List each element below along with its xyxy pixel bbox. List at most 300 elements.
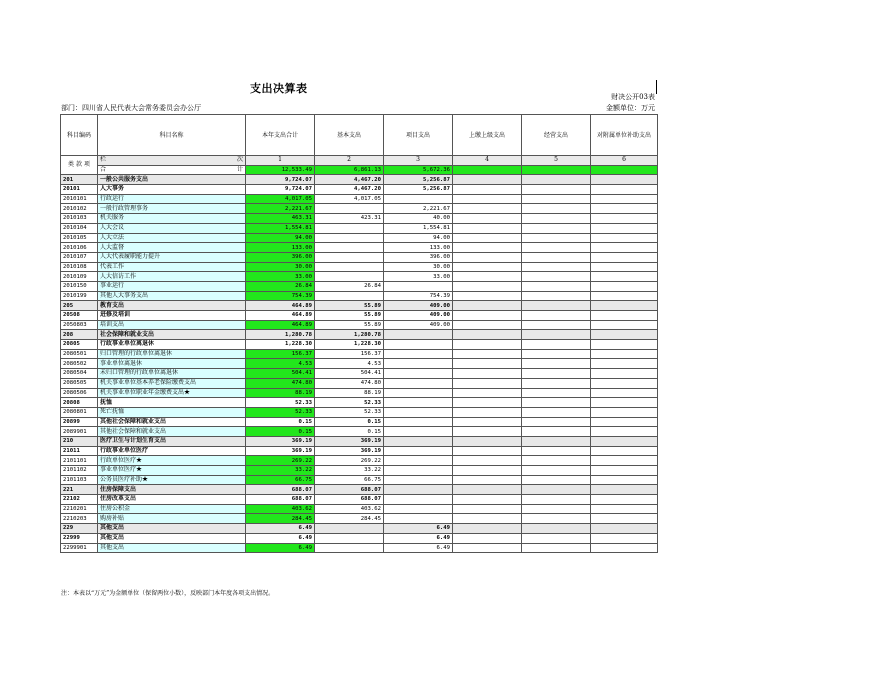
row-code: 205 bbox=[61, 301, 98, 311]
row-basic: 4,467.20 bbox=[315, 175, 384, 185]
row-total: 2,221.67 bbox=[246, 204, 315, 214]
row-total: 269.22 bbox=[246, 456, 315, 466]
row-basic: 369.19 bbox=[315, 446, 384, 456]
row-upper bbox=[453, 301, 522, 311]
table-row bbox=[61, 204, 658, 214]
row-total: 369.19 bbox=[246, 436, 315, 446]
row-name: 行政事业单位离退休 bbox=[98, 340, 246, 350]
row-subsidy bbox=[591, 436, 658, 446]
row-name: 死亡抚恤 bbox=[98, 407, 246, 417]
grand-total-row bbox=[61, 165, 658, 175]
row-basic: 55.89 bbox=[315, 301, 384, 311]
row-basic bbox=[315, 524, 384, 534]
row-subsidy bbox=[591, 320, 658, 330]
row-subsidy bbox=[591, 243, 658, 253]
row-project bbox=[384, 475, 453, 485]
row-project bbox=[384, 427, 453, 437]
table-row bbox=[61, 427, 658, 437]
table-row bbox=[61, 214, 658, 224]
row-project: 409.00 bbox=[384, 311, 453, 321]
row-basic: 403.62 bbox=[315, 504, 384, 514]
row-name: 抚恤 bbox=[98, 398, 246, 408]
sheet-divider bbox=[656, 80, 657, 94]
row-project bbox=[384, 436, 453, 446]
row-code: 20808 bbox=[61, 398, 98, 408]
row-name: 机关服务 bbox=[98, 214, 246, 224]
row-total: 1,554.81 bbox=[246, 223, 315, 233]
row-basic bbox=[315, 223, 384, 233]
row-upper bbox=[453, 194, 522, 204]
row-business bbox=[522, 281, 591, 291]
lan-ci-cell: 栏 次 bbox=[98, 156, 246, 166]
row-subsidy bbox=[591, 475, 658, 485]
row-project bbox=[384, 194, 453, 204]
row-subsidy bbox=[591, 514, 658, 524]
header-project: 项目支出 bbox=[384, 115, 453, 156]
row-upper bbox=[453, 485, 522, 495]
row-project: 1,554.81 bbox=[384, 223, 453, 233]
row-subsidy bbox=[591, 359, 658, 369]
table-row bbox=[61, 485, 658, 495]
table-row bbox=[61, 243, 658, 253]
row-name: 教育支出 bbox=[98, 301, 246, 311]
row-business bbox=[522, 378, 591, 388]
table-row bbox=[61, 543, 658, 553]
row-subsidy bbox=[591, 446, 658, 456]
row-name: 住房保障支出 bbox=[98, 485, 246, 495]
row-total: 1,280.78 bbox=[246, 330, 315, 340]
row-name: 代表工作 bbox=[98, 262, 246, 272]
table-row bbox=[61, 281, 658, 291]
row-business bbox=[522, 311, 591, 321]
row-name: 其他支出 bbox=[98, 524, 246, 534]
header-total: 本年支出合计 bbox=[246, 115, 315, 156]
row-total: 754.39 bbox=[246, 291, 315, 301]
row-business bbox=[522, 243, 591, 253]
row-code: 2010107 bbox=[61, 252, 98, 262]
table-row bbox=[61, 262, 658, 272]
header-code: 科目编码 bbox=[61, 115, 98, 156]
row-project: 754.39 bbox=[384, 291, 453, 301]
row-subsidy bbox=[591, 485, 658, 495]
row-business bbox=[522, 514, 591, 524]
row-project: 40.00 bbox=[384, 214, 453, 224]
row-code: 2010104 bbox=[61, 223, 98, 233]
table-row bbox=[61, 495, 658, 505]
row-subsidy bbox=[591, 175, 658, 185]
row-upper bbox=[453, 446, 522, 456]
row-basic bbox=[315, 291, 384, 301]
row-name: 事业单位医疗★ bbox=[98, 466, 246, 476]
row-business bbox=[522, 223, 591, 233]
row-total: 9,724.07 bbox=[246, 175, 315, 185]
row-upper bbox=[453, 330, 522, 340]
row-business bbox=[522, 185, 591, 195]
row-code: 2010102 bbox=[61, 204, 98, 214]
row-total: 4,017.05 bbox=[246, 194, 315, 204]
row-code: 221 bbox=[61, 485, 98, 495]
row-business bbox=[522, 485, 591, 495]
row-business bbox=[522, 291, 591, 301]
row-project bbox=[384, 514, 453, 524]
row-code: 2080504 bbox=[61, 369, 98, 379]
row-name: 购房补贴 bbox=[98, 514, 246, 524]
row-total: 9,724.07 bbox=[246, 185, 315, 195]
row-business bbox=[522, 417, 591, 427]
row-name: 其他社会保障和就业支出 bbox=[98, 417, 246, 427]
row-code: 2080505 bbox=[61, 378, 98, 388]
grand-total-upper bbox=[453, 165, 522, 175]
row-business bbox=[522, 427, 591, 437]
row-subsidy bbox=[591, 456, 658, 466]
row-code: 2010150 bbox=[61, 281, 98, 291]
row-name: 其他支出 bbox=[98, 533, 246, 543]
row-code: 2010103 bbox=[61, 214, 98, 224]
row-code: 2210203 bbox=[61, 514, 98, 524]
row-subsidy bbox=[591, 349, 658, 359]
header-subsidy: 对附属单位补助支出 bbox=[591, 115, 658, 156]
header-row bbox=[61, 115, 658, 156]
row-name: 机关事业单位职业年金缴费支出★ bbox=[98, 388, 246, 398]
table-row bbox=[61, 349, 658, 359]
row-name: 事业运行 bbox=[98, 281, 246, 291]
table-row bbox=[61, 320, 658, 330]
row-project bbox=[384, 417, 453, 427]
row-basic: 52.33 bbox=[315, 407, 384, 417]
row-total: 30.00 bbox=[246, 262, 315, 272]
row-basic: 33.22 bbox=[315, 466, 384, 476]
row-project: 409.00 bbox=[384, 320, 453, 330]
row-upper bbox=[453, 533, 522, 543]
row-basic: 423.31 bbox=[315, 214, 384, 224]
table-row bbox=[61, 233, 658, 243]
row-basic: 504.41 bbox=[315, 369, 384, 379]
row-subsidy bbox=[591, 311, 658, 321]
row-upper bbox=[453, 369, 522, 379]
grand-total-project: 5,672.36 bbox=[384, 165, 453, 175]
form-number: 财决公开03表 bbox=[611, 93, 655, 101]
table-row bbox=[61, 311, 658, 321]
table-row bbox=[61, 175, 658, 185]
row-project: 30.00 bbox=[384, 262, 453, 272]
row-project bbox=[384, 407, 453, 417]
row-subsidy bbox=[591, 291, 658, 301]
row-basic: 0.15 bbox=[315, 427, 384, 437]
row-upper bbox=[453, 272, 522, 282]
row-basic: 55.89 bbox=[315, 311, 384, 321]
row-business bbox=[522, 272, 591, 282]
row-subsidy bbox=[591, 369, 658, 379]
row-project: 396.00 bbox=[384, 252, 453, 262]
row-name: 人大信访工作 bbox=[98, 272, 246, 282]
row-subsidy bbox=[591, 233, 658, 243]
row-name: 事业单位离退休 bbox=[98, 359, 246, 369]
row-business bbox=[522, 475, 591, 485]
row-subsidy bbox=[591, 427, 658, 437]
row-code: 2080506 bbox=[61, 388, 98, 398]
col-index-6: 6 bbox=[591, 156, 658, 166]
row-business bbox=[522, 456, 591, 466]
grand-total-basic: 6,861.13 bbox=[315, 165, 384, 175]
row-basic: 0.15 bbox=[315, 417, 384, 427]
row-total: 4.53 bbox=[246, 359, 315, 369]
row-code: 2010106 bbox=[61, 243, 98, 253]
row-subsidy bbox=[591, 262, 658, 272]
row-code: 20805 bbox=[61, 340, 98, 350]
row-total: 463.31 bbox=[246, 214, 315, 224]
row-business bbox=[522, 524, 591, 534]
row-name: 行政单位医疗★ bbox=[98, 456, 246, 466]
row-project: 133.00 bbox=[384, 243, 453, 253]
row-project: 2,221.67 bbox=[384, 204, 453, 214]
row-business bbox=[522, 504, 591, 514]
row-upper bbox=[453, 311, 522, 321]
row-name: 机关事业单位基本养老保险缴费支出 bbox=[98, 378, 246, 388]
grand-total-business bbox=[522, 165, 591, 175]
he-ji-cell: 合 计 bbox=[98, 165, 246, 175]
col-index-4: 4 bbox=[453, 156, 522, 166]
row-project bbox=[384, 388, 453, 398]
row-upper bbox=[453, 514, 522, 524]
row-name: 行政运行 bbox=[98, 194, 246, 204]
table-row bbox=[61, 456, 658, 466]
row-upper bbox=[453, 456, 522, 466]
row-project bbox=[384, 504, 453, 514]
row-upper bbox=[453, 466, 522, 476]
row-subsidy bbox=[591, 194, 658, 204]
row-total: 0.15 bbox=[246, 427, 315, 437]
row-code: 201 bbox=[61, 175, 98, 185]
row-code: 229 bbox=[61, 524, 98, 534]
row-project bbox=[384, 349, 453, 359]
row-business bbox=[522, 252, 591, 262]
department-label: 部门：四川省人民代表大会常务委员会办公厅 bbox=[61, 104, 201, 112]
row-basic bbox=[315, 204, 384, 214]
row-upper bbox=[453, 291, 522, 301]
row-upper bbox=[453, 495, 522, 505]
row-subsidy bbox=[591, 407, 658, 417]
row-name: 归口管理的行政单位离退休 bbox=[98, 349, 246, 359]
row-name: 其他社会保障和就业支出 bbox=[98, 427, 246, 437]
row-total: 52.33 bbox=[246, 407, 315, 417]
table-row bbox=[61, 272, 658, 282]
lei-kuan-xiang-cell: 类 款 项 bbox=[61, 156, 98, 175]
row-basic bbox=[315, 233, 384, 243]
table-row bbox=[61, 417, 658, 427]
row-subsidy bbox=[591, 388, 658, 398]
row-project: 6.49 bbox=[384, 533, 453, 543]
row-basic: 688.07 bbox=[315, 485, 384, 495]
row-business bbox=[522, 388, 591, 398]
row-upper bbox=[453, 378, 522, 388]
row-upper bbox=[453, 436, 522, 446]
row-business bbox=[522, 369, 591, 379]
row-business bbox=[522, 214, 591, 224]
row-subsidy bbox=[591, 252, 658, 262]
table-row bbox=[61, 330, 658, 340]
row-code: 2050803 bbox=[61, 320, 98, 330]
row-code: 20899 bbox=[61, 417, 98, 427]
row-total: 464.89 bbox=[246, 301, 315, 311]
table-row bbox=[61, 185, 658, 195]
row-basic: 55.89 bbox=[315, 320, 384, 330]
row-total: 33.00 bbox=[246, 272, 315, 282]
row-basic bbox=[315, 543, 384, 553]
row-code: 2210201 bbox=[61, 504, 98, 514]
table-row bbox=[61, 194, 658, 204]
row-basic bbox=[315, 243, 384, 253]
row-total: 396.00 bbox=[246, 252, 315, 262]
row-basic: 369.19 bbox=[315, 436, 384, 446]
row-total: 504.41 bbox=[246, 369, 315, 379]
row-project bbox=[384, 446, 453, 456]
grand-total-subsidy bbox=[591, 165, 658, 175]
row-basic: 1,280.78 bbox=[315, 330, 384, 340]
table-row bbox=[61, 533, 658, 543]
row-business bbox=[522, 543, 591, 553]
row-business bbox=[522, 233, 591, 243]
row-subsidy bbox=[591, 204, 658, 214]
row-project bbox=[384, 398, 453, 408]
row-business bbox=[522, 330, 591, 340]
row-business bbox=[522, 359, 591, 369]
row-total: 688.07 bbox=[246, 485, 315, 495]
row-basic bbox=[315, 272, 384, 282]
row-total: 6.49 bbox=[246, 524, 315, 534]
row-total: 6.49 bbox=[246, 543, 315, 553]
col-index-2: 2 bbox=[315, 156, 384, 166]
table-row bbox=[61, 466, 658, 476]
row-business bbox=[522, 301, 591, 311]
column-index-row bbox=[61, 156, 658, 166]
row-upper bbox=[453, 223, 522, 233]
table-row bbox=[61, 436, 658, 446]
row-upper bbox=[453, 262, 522, 272]
col-index-5: 5 bbox=[522, 156, 591, 166]
row-code: 22102 bbox=[61, 495, 98, 505]
row-total: 464.89 bbox=[246, 311, 315, 321]
row-name: 人大立法 bbox=[98, 233, 246, 243]
table-row bbox=[61, 504, 658, 514]
table-row bbox=[61, 446, 658, 456]
table-row bbox=[61, 407, 658, 417]
row-total: 688.07 bbox=[246, 495, 315, 505]
row-upper bbox=[453, 349, 522, 359]
row-upper bbox=[453, 214, 522, 224]
row-total: 94.00 bbox=[246, 233, 315, 243]
row-code: 2089901 bbox=[61, 427, 98, 437]
row-upper bbox=[453, 504, 522, 514]
row-project: 409.00 bbox=[384, 301, 453, 311]
table-row bbox=[61, 340, 658, 350]
row-subsidy bbox=[591, 330, 658, 340]
row-upper bbox=[453, 427, 522, 437]
row-project bbox=[384, 466, 453, 476]
row-code: 2080801 bbox=[61, 407, 98, 417]
row-name: 未归口管理的行政单位离退休 bbox=[98, 369, 246, 379]
row-name: 人大事务 bbox=[98, 185, 246, 195]
row-total: 33.22 bbox=[246, 466, 315, 476]
table-row bbox=[61, 398, 658, 408]
table-row bbox=[61, 524, 658, 534]
row-code: 2010101 bbox=[61, 194, 98, 204]
table-row bbox=[61, 514, 658, 524]
row-business bbox=[522, 466, 591, 476]
grand-total-total: 12,533.49 bbox=[246, 165, 315, 175]
row-project bbox=[384, 340, 453, 350]
table-row bbox=[61, 388, 658, 398]
row-subsidy bbox=[591, 281, 658, 291]
row-total: 464.89 bbox=[246, 320, 315, 330]
row-total: 284.45 bbox=[246, 514, 315, 524]
row-code: 20101 bbox=[61, 185, 98, 195]
row-subsidy bbox=[591, 272, 658, 282]
row-code: 2299901 bbox=[61, 543, 98, 553]
row-total: 0.15 bbox=[246, 417, 315, 427]
row-basic bbox=[315, 262, 384, 272]
row-business bbox=[522, 533, 591, 543]
row-upper bbox=[453, 340, 522, 350]
row-basic: 4.53 bbox=[315, 359, 384, 369]
row-project bbox=[384, 281, 453, 291]
row-name: 社会保障和就业支出 bbox=[98, 330, 246, 340]
row-upper bbox=[453, 543, 522, 553]
footnote: 注：本表以“万元”为金额单位（保留两位小数），反映部门本年度各项支出情况。 bbox=[61, 590, 275, 597]
table-row bbox=[61, 301, 658, 311]
row-code: 2080502 bbox=[61, 359, 98, 369]
row-basic: 156.37 bbox=[315, 349, 384, 359]
row-business bbox=[522, 349, 591, 359]
row-total: 1,228.30 bbox=[246, 340, 315, 350]
row-basic: 66.75 bbox=[315, 475, 384, 485]
row-upper bbox=[453, 388, 522, 398]
row-basic: 52.33 bbox=[315, 398, 384, 408]
row-subsidy bbox=[591, 495, 658, 505]
row-basic: 4,467.20 bbox=[315, 185, 384, 195]
row-subsidy bbox=[591, 543, 658, 553]
row-total: 6.49 bbox=[246, 533, 315, 543]
row-code: 21011 bbox=[61, 446, 98, 456]
row-name: 其他支出 bbox=[98, 543, 246, 553]
row-code: 2010105 bbox=[61, 233, 98, 243]
row-upper bbox=[453, 252, 522, 262]
row-code: 2101102 bbox=[61, 466, 98, 476]
row-project bbox=[384, 456, 453, 466]
row-name: 培训支出 bbox=[98, 320, 246, 330]
table-row bbox=[61, 291, 658, 301]
row-subsidy bbox=[591, 466, 658, 476]
table-row bbox=[61, 369, 658, 379]
row-project bbox=[384, 369, 453, 379]
row-subsidy bbox=[591, 214, 658, 224]
row-project bbox=[384, 485, 453, 495]
row-upper bbox=[453, 320, 522, 330]
row-code: 2010109 bbox=[61, 272, 98, 282]
row-upper bbox=[453, 233, 522, 243]
row-code: 20508 bbox=[61, 311, 98, 321]
row-name: 一般行政管理事务 bbox=[98, 204, 246, 214]
row-subsidy bbox=[591, 417, 658, 427]
row-name: 医疗卫生与计划生育支出 bbox=[98, 436, 246, 446]
row-name: 其他人大事务支出 bbox=[98, 291, 246, 301]
row-name: 人大代表履职能力提升 bbox=[98, 252, 246, 262]
row-total: 52.33 bbox=[246, 398, 315, 408]
row-subsidy bbox=[591, 223, 658, 233]
row-name: 人大会议 bbox=[98, 223, 246, 233]
row-name: 人大监督 bbox=[98, 243, 246, 253]
row-basic: 284.45 bbox=[315, 514, 384, 524]
header-name: 科目名称 bbox=[98, 115, 246, 156]
